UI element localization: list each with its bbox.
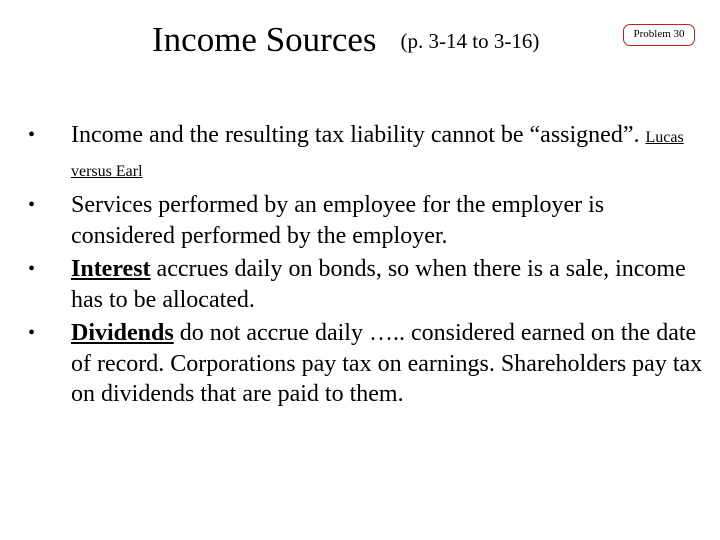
- bullet-icon: •: [28, 194, 36, 216]
- bullet-item-services: [28, 190, 708, 251]
- bullet-icon: •: [28, 258, 36, 280]
- bullet-text: accrues daily on bonds, so when there is a sale, income has to be allocated.: [71, 256, 686, 313]
- bullet-icon: •: [28, 124, 36, 146]
- bullet-text: Income and the resulting tax liability cannot be “assigned”.: [71, 122, 640, 148]
- bullet-text: do not accrue daily ….. considered earned on the date of record. Corporations pay tax on earnings. Shareholders pay tax on dividends that are paid to them.: [71, 320, 703, 407]
- bullet-item-interest: [28, 254, 708, 315]
- title-text: Income Sources: [152, 20, 377, 59]
- problem-badge: Problem 30: [623, 24, 695, 46]
- case-reference: Lucas versus Earl: [71, 129, 684, 180]
- slide-title: [152, 20, 539, 64]
- key-term: Interest: [71, 256, 151, 282]
- bullet-item-assignment: [28, 120, 708, 187]
- bullet-text: Services performed by an employee for the employer is considered performed by the employer.: [71, 192, 605, 249]
- title-page-reference: (p. 3-14 to 3-16): [400, 29, 540, 53]
- bullet-item-dividends: [28, 318, 708, 410]
- key-term: Dividends: [71, 320, 174, 346]
- bullet-list: [28, 120, 708, 413]
- bullet-icon: •: [28, 322, 36, 344]
